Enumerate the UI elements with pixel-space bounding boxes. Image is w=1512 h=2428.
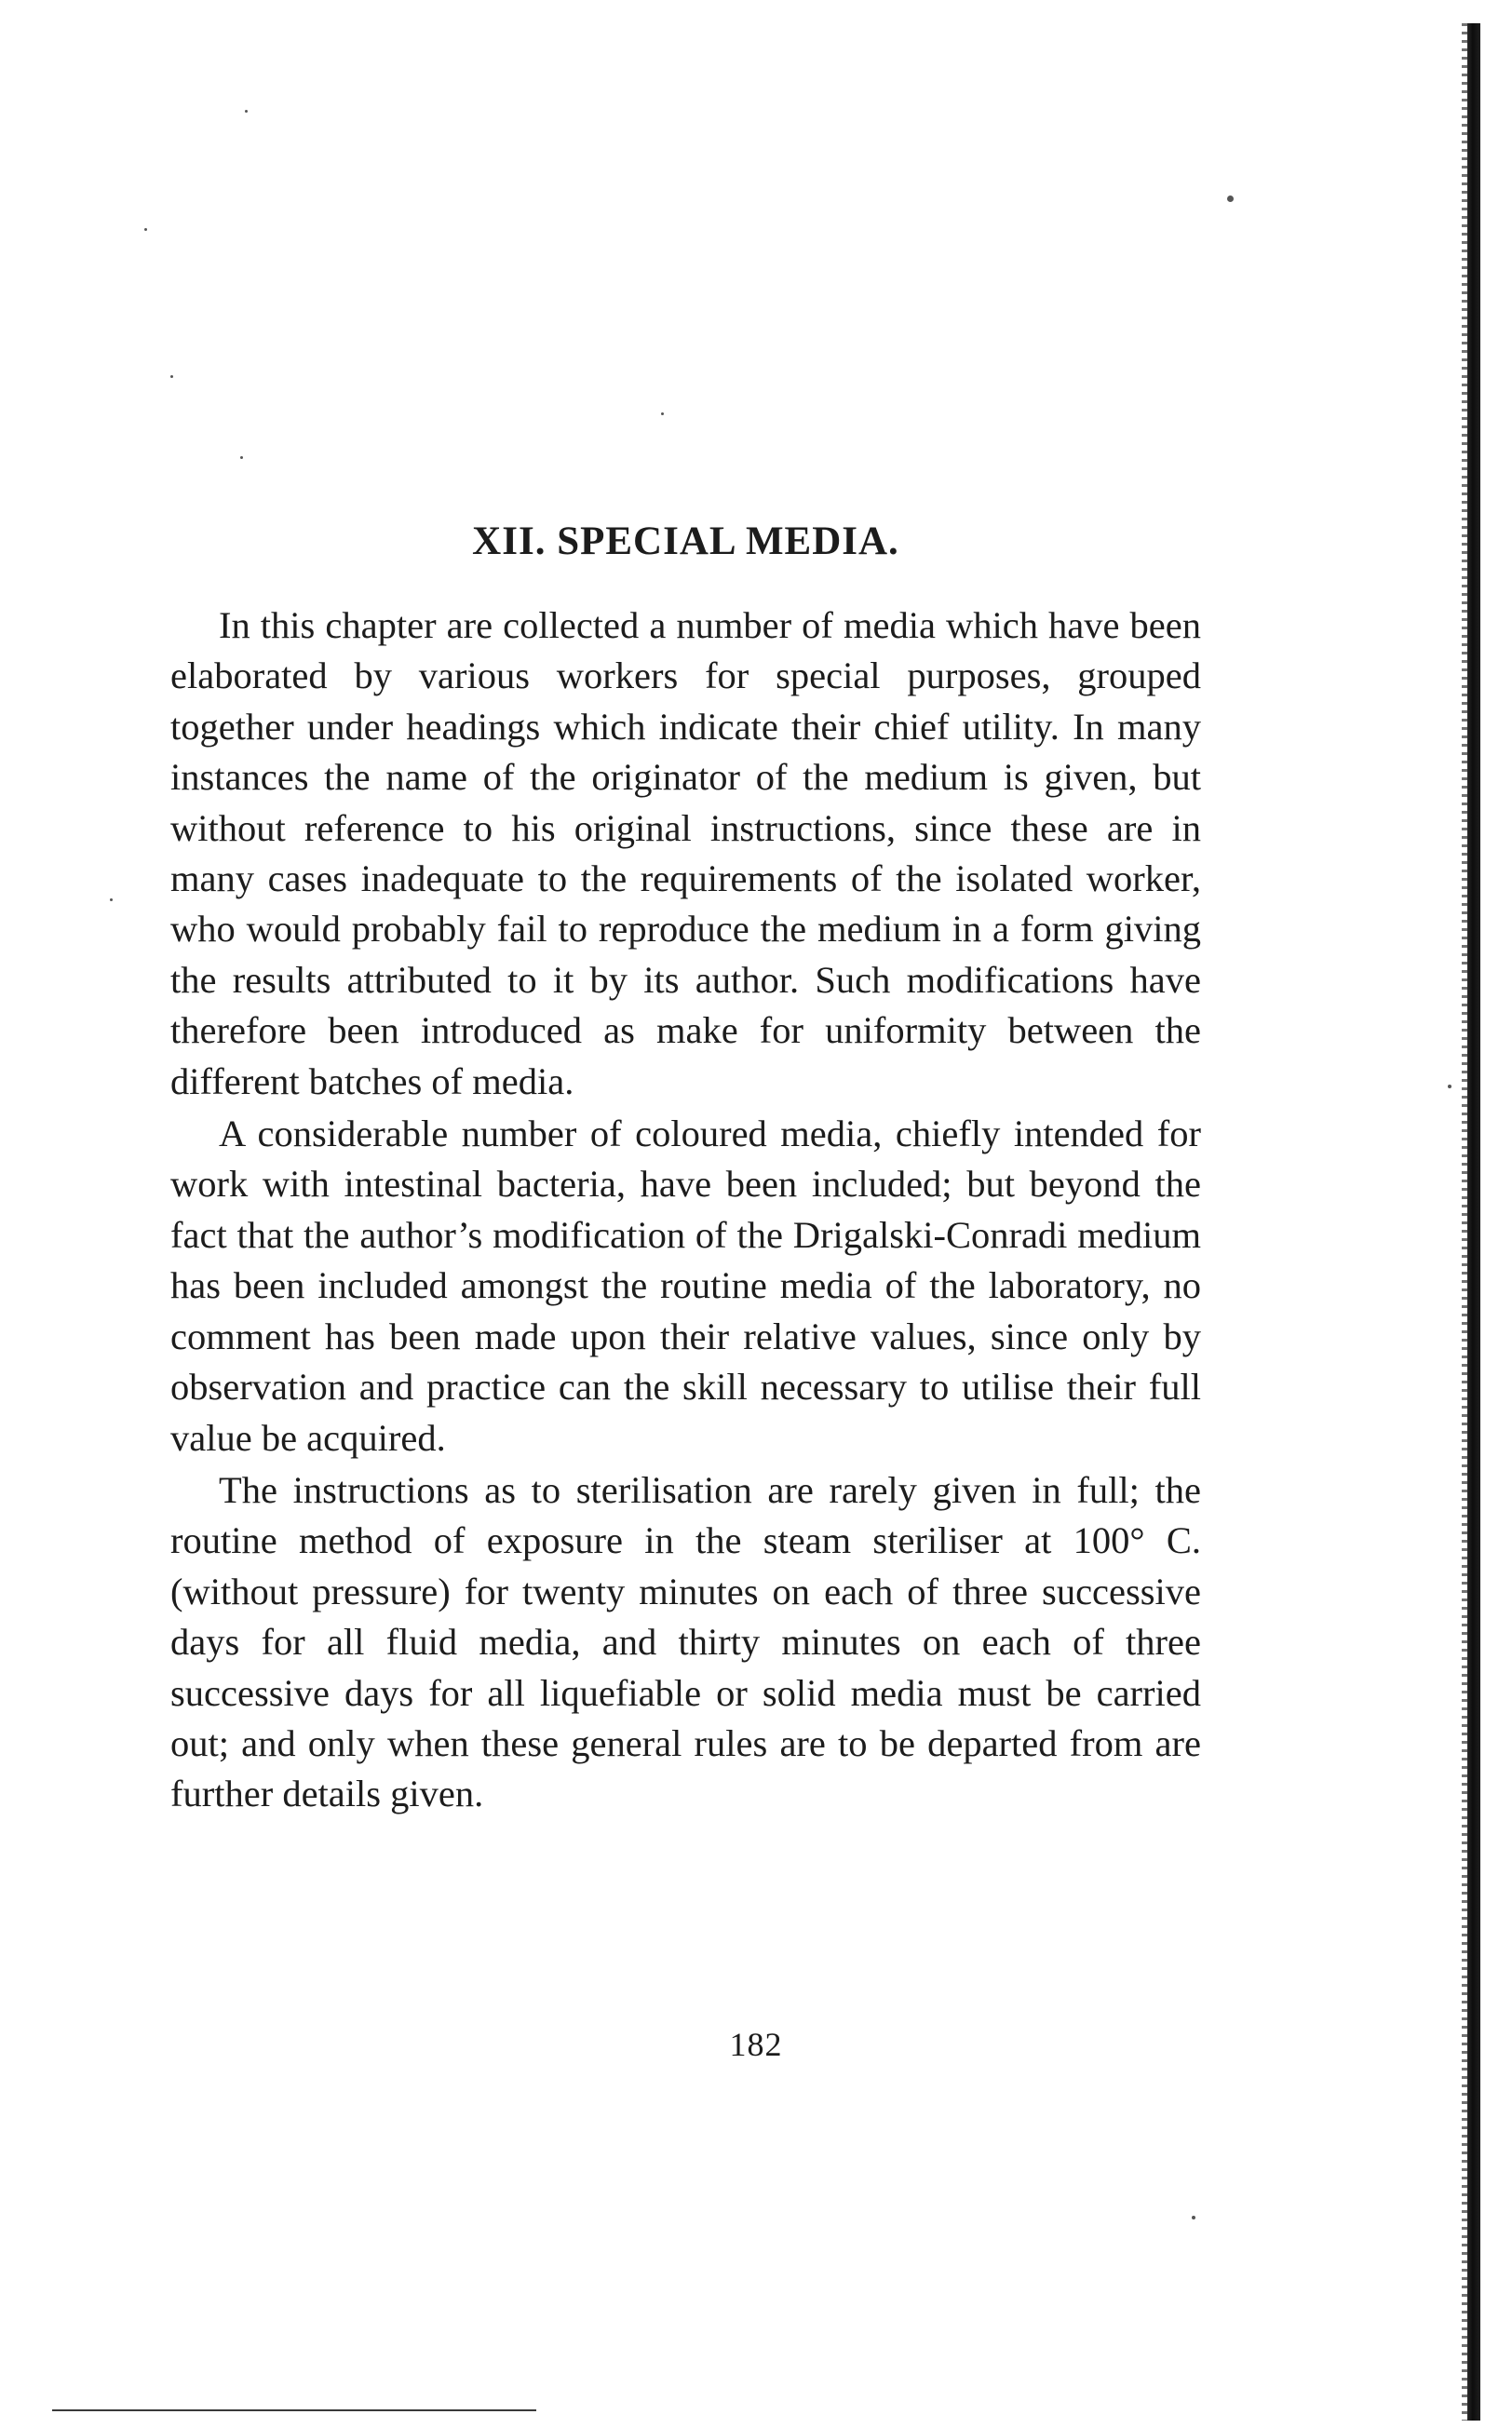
paragraph: The instructions as to sterilisation are rarely given in full; the routine method of exposure in the steam steriliser at 100° C. (without pressure) for twenty minutes on each of three successive days for all fluid media, and thirty minutes on each of three successive days for all liquefiable or solid media must be carried out; and only when these general rules are to be departed from are further details given. xyxy=(170,1468,1201,1815)
scan-speck xyxy=(1448,1085,1451,1088)
scan-speck xyxy=(144,228,147,231)
scan-speck xyxy=(240,456,243,459)
scan-speck xyxy=(1227,196,1234,202)
bottom-edge-rule xyxy=(52,2409,536,2411)
paragraph: A considerable number of coloured media, chiefly intended for work with intestinal bacteria, have been included; but beyond the fact that the author’s modification of the Drigalski-Conradi medium has been included amongst the routine media of the laboratory, no comment has been made upon their relative values, since only by observation and practice can the skill necessary to utilise their full value be acquired. xyxy=(170,1113,1201,1459)
scan-speck xyxy=(1192,2216,1195,2219)
chapter-title: XII. SPECIAL MEDIA. xyxy=(472,519,899,563)
scan-speck xyxy=(170,375,173,378)
page-body xyxy=(170,521,1201,1820)
paragraph: In this chapter are collected a number of media which have been elaborated by various workers for special purposes, grouped together under headings which indicate their chief utility. In many instances the name of the originator of the medium is given, but without reference to his original instructions, since these are in many cases inadequate to the requirements of the isolated worker, who would probably fail to reproduce the medium in a form giving the results attributed to it by its author. Such modifications have therefore been introduced as make for uniformity between the different batches of media. xyxy=(170,604,1201,1102)
scan-speck xyxy=(245,110,248,113)
scan-speck xyxy=(110,898,113,901)
scan-speck xyxy=(661,412,664,415)
page-number: 182 xyxy=(729,2026,783,2063)
